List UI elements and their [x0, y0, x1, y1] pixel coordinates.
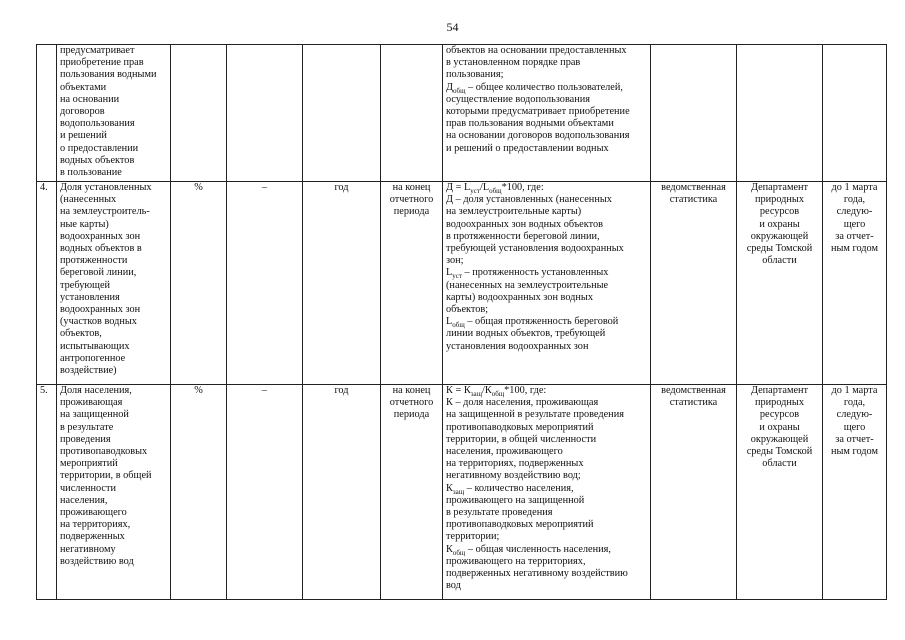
row-number-cell: 4. [37, 182, 57, 385]
source-cell: ведомственная статистика [651, 182, 737, 385]
period-cell: год [303, 385, 381, 600]
unit-cell: % [171, 385, 227, 600]
formula-cell: $Д = L_{уст}/L_{общ}*100$, где: Д – доля установленных (нанесенных на землеустроительные карты) водоохранных зон водных объектов в протяженности береговой линии, требующей установления водоохранных зон; $L_{уст}$ – протяженность установленных (нанесенных на землеустроительные карты) водоохранных зон водных объектов; $L_{общ}$ – общая протяженность береговой линии водных объектов, требующей установления водоохранных зон [443, 182, 651, 385]
dash-cell: – [227, 385, 303, 600]
source-cell [651, 45, 737, 182]
deadline-cell [823, 45, 887, 182]
indicator-name-cell: предусматривает приобретение прав пользования водными объектами на основании договоров водопользования и решений о предоставлении водных объектов в пользование [57, 45, 171, 182]
indicator-name-cell: Доля установленных (нанесенных на землеустроитель- ные карты) водоохранных зон водных объектов в протяженности береговой линии, требующей установления водоохранных зон (участков водных объектов, испытывающих антропогенное воздействие) [57, 182, 171, 385]
period-cell [303, 45, 381, 182]
responsible-cell: Департамент природных ресурсов и охраны окружающей среды Томской области [737, 182, 823, 385]
formula-cell: объектов на основании предоставленных в установленном порядке прав пользования; $Д_{общ}$ – общее количество пользователей, осуществление водопользования которыми предусматривает приобретение прав пользования водными объектами на основании договоров водопользования и решений о предоставлении водных [443, 45, 651, 182]
dash-cell [227, 45, 303, 182]
deadline-cell: до 1 марта года, следую- щего за отчет- ным годом [823, 385, 887, 600]
unit-cell [171, 45, 227, 182]
period-cell: год [303, 182, 381, 385]
time-cell: на конец отчетного периода [381, 385, 443, 600]
unit-cell: % [171, 182, 227, 385]
deadline-cell: до 1 марта года, следую- щего за отчет- ным годом [823, 182, 887, 385]
responsible-cell [737, 45, 823, 182]
page-number: 54 [446, 20, 459, 34]
responsible-cell: Департамент природных ресурсов и охраны окружающей среды Томской области [737, 385, 823, 600]
time-cell: на конец отчетного периода [381, 182, 443, 385]
indicator-name-cell: Доля населения, проживающая на защищенной в результате проведения противопаводковых мероприятий территории, в общей численности населения, проживающего на территориях, подверженных негативному воздействию вод [57, 385, 171, 600]
dash-cell: – [227, 182, 303, 385]
table-row [37, 385, 887, 600]
source-cell: ведомственная статистика [651, 385, 737, 600]
row-number-cell [37, 45, 57, 182]
table-row [37, 45, 887, 182]
formula-cell: $К = К_{защ}/К_{общ}*100$, где: К – доля населения, проживающая на защищенной в результате проведения противопаводковых мероприятий территории, в общей численности населения, проживающего на территориях, подверженных негативному воздействию вод; $К_{защ}$ – количество населения, проживающего на защищенной в результате проведения противопаводковых мероприятий территории; $К_{общ}$ – общая численность населения, проживающего на территориях, подверженных негативному воздействию вод [443, 385, 651, 600]
table-row [37, 182, 887, 385]
indicators-table [36, 44, 887, 600]
time-cell [381, 45, 443, 182]
row-number-cell: 5. [37, 385, 57, 600]
